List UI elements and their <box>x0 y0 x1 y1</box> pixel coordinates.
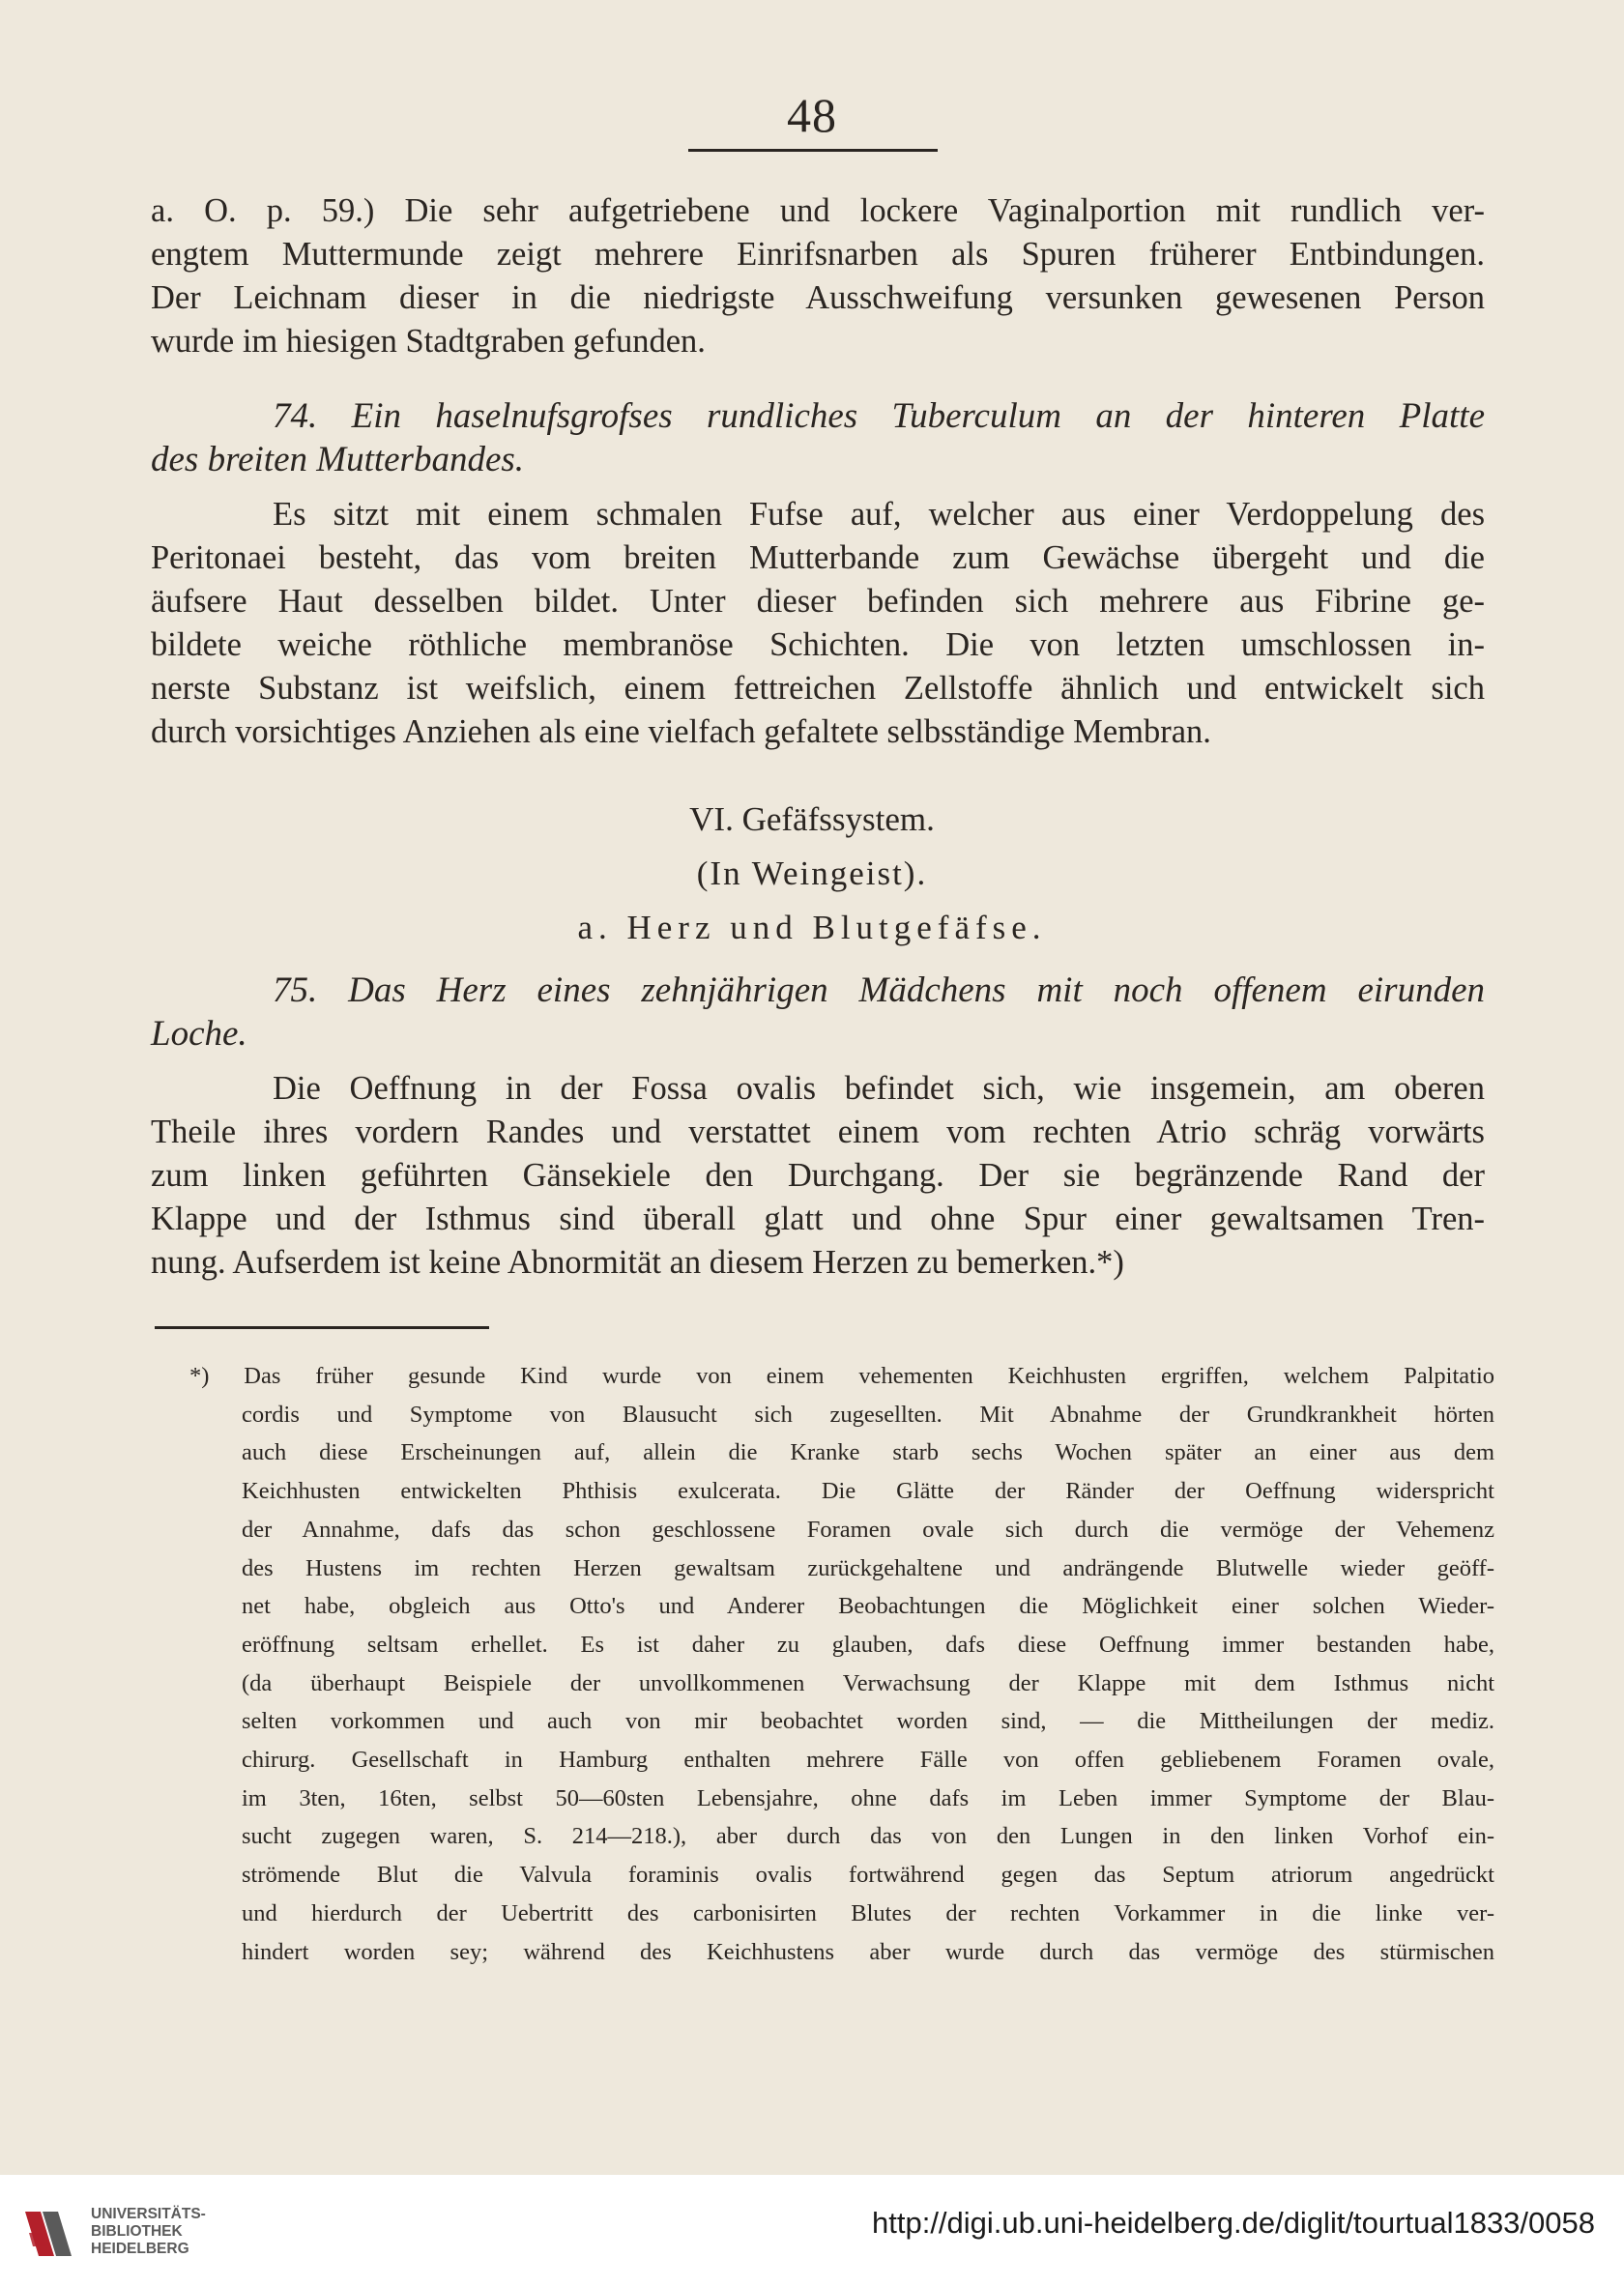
footnote-line: selten vorkommen und auch von mir beobachtet worden sind, — die Mittheilungen der mediz. <box>242 1708 1494 1735</box>
text-line: nung. Aufserdem ist keine Abnormität an diesem Herzen zu bemerken.*) <box>151 1244 1124 1281</box>
text-line: äufsere Haut desselben bildet. Unter dieser befinden sich mehrere aus Fibrine ge- <box>151 583 1485 620</box>
logo-text-line: UNIVERSITÄTS- <box>91 2206 206 2222</box>
footer-bar <box>0 2175 1624 2287</box>
library-logo-text <box>91 2206 206 2258</box>
footnote-line: der Annahme, dafs das schon geschlossene Foramen ovale sich durch die vermöge der Vehemenz <box>242 1516 1494 1543</box>
entry-74-body <box>151 493 1485 754</box>
section-heading: VI. Gefäfssystem. <box>689 800 935 838</box>
text-line: Klappe und der Isthmus sind überall glatt und ohne Spur einer gewaltsamen Tren- <box>151 1201 1485 1237</box>
text-line: engtem Muttermunde zeigt mehrere Einrifsnarben als Spuren früherer Entbindungen. <box>151 236 1485 273</box>
library-logo[interactable] <box>21 2200 253 2264</box>
footnote-line: eröffnung seltsam erhellet. Es ist daher zu glauben, dafs diese Oeffnung immer bestanden habe, <box>242 1631 1494 1658</box>
library-logo-icon <box>21 2206 77 2262</box>
text-line: wurde im hiesigen Stadtgraben gefunden. <box>151 323 706 360</box>
entry-title-line: des breiten Mutterbandes. <box>151 440 525 479</box>
entry-75-body <box>151 1067 1485 1285</box>
text-line: bildete weiche röthliche membranöse Schichten. Die von letzten umschlossen in- <box>151 626 1485 663</box>
text-line: zum linken geführten Gänsekiele den Durchgang. Der sie begränzende Rand der <box>151 1157 1485 1194</box>
footnote-line: (da überhaupt Beispiele der unvollkommenen Verwachsung der Klappe mit dem Isthmus nicht <box>242 1669 1494 1696</box>
entry-title-line: Loche. <box>151 1014 247 1054</box>
footnote-line: Keichhusten entwickelten Phthisis exulcerata. Die Glätte der Ränder der Oeffnung widerspricht <box>242 1478 1494 1505</box>
text-line: Theile ihres vordern Randes und verstattet einem vom rechten Atrio schräg vorwärts <box>151 1114 1485 1150</box>
footnote-rule <box>155 1326 489 1329</box>
footnote-line: cordis und Symptome von Blausucht sich zugesellten. Mit Abnahme der Grundkrankheit hörten <box>242 1401 1494 1428</box>
section-subheading: (In Weingeist). <box>696 854 928 892</box>
permalink-url[interactable]: http://digi.ub.uni-heidelberg.de/diglit/tourtual1833/0058 <box>872 2206 1595 2240</box>
text-line: durch vorsichtiges Anziehen als eine vielfach gefaltete selbsständige Membran. <box>151 713 1211 750</box>
footnote <box>189 1357 1494 1971</box>
text-line: Die Oeffnung in der Fossa ovalis befindet sich, wie insgemein, am oberen <box>273 1070 1485 1107</box>
footnote-line: chirurg. Gesellschaft in Hamburg enthalten mehrere Fälle von offen gebliebenem Foramen ovale, <box>242 1747 1494 1774</box>
footnote-line: strömende Blut die Valvula foraminis ovalis fortwährend gegen das Septum atriorum angedrückt <box>242 1862 1494 1889</box>
entry-title-line: 75. Das Herz eines zehnjährigen Mädchens mit noch offenem eirunden <box>273 970 1485 1010</box>
entry-74-title <box>151 394 1485 481</box>
page-number: 48 <box>787 88 837 142</box>
footnote-line: auch diese Erscheinungen auf, allein die Kranke starb sechs Wochen später an einer aus dem <box>242 1439 1494 1466</box>
footnote-line: und hierdurch der Uebertritt des carbonisirten Blutes der rechten Vorkammer in die linke ver- <box>242 1899 1494 1926</box>
logo-text-line: BIBLIOTHEK <box>91 2223 183 2240</box>
subsection-heading: a. Herz und Blutgefäfse. <box>577 909 1047 946</box>
intro-paragraph <box>151 189 1485 363</box>
logo-text-line: HEIDELBERG <box>91 2241 189 2257</box>
text-line: Peritonaei besteht, das vom breiten Mutterbande zum Gewächse übergeht und die <box>151 539 1485 576</box>
page-number-rule <box>688 149 938 152</box>
text-line: nerste Substanz ist weifslich, einem fettreichen Zellstoffe ähnlich und entwickelt sich <box>151 670 1485 707</box>
text-line: Der Leichnam dieser in die niedrigste Ausschweifung versunken gewesenen Person <box>151 279 1485 316</box>
footnote-line: hindert worden sey; während des Keichhustens aber wurde durch das vermöge des stürmischen <box>242 1938 1494 1965</box>
text-line: Es sitzt mit einem schmalen Fufse auf, welcher aus einer Verdoppelung des <box>273 496 1485 533</box>
footnote-line: im 3ten, 16ten, selbst 50—60sten Lebensjahre, ohne dafs im Leben immer Symptome der Blau- <box>242 1784 1494 1811</box>
footnote-line: *) Das früher gesunde Kind wurde von einem vehementen Keichhusten ergriffen, welchem Palpitatio <box>189 1363 1494 1389</box>
entry-title-line: 74. Ein haselnufsgrofses rundliches Tuberculum an der hinteren Platte <box>273 396 1485 436</box>
footnote-line: sucht zugegen waren, S. 214—218.), aber durch das von den Lungen in den linken Vorhof ein- <box>242 1823 1494 1850</box>
text-line: a. O. p. 59.) Die sehr aufgetriebene und lockere Vaginalportion mit rundlich ver- <box>151 192 1485 229</box>
entry-75-title <box>151 969 1485 1056</box>
footnote-line: des Hustens im rechten Herzen gewaltsam zurückgehaltene und andrängende Blutwelle wieder geöff- <box>242 1554 1494 1581</box>
footnote-line: net habe, obgleich aus Otto's und Anderer Beobachtungen die Möglichkeit einer solchen Wieder- <box>242 1593 1494 1620</box>
